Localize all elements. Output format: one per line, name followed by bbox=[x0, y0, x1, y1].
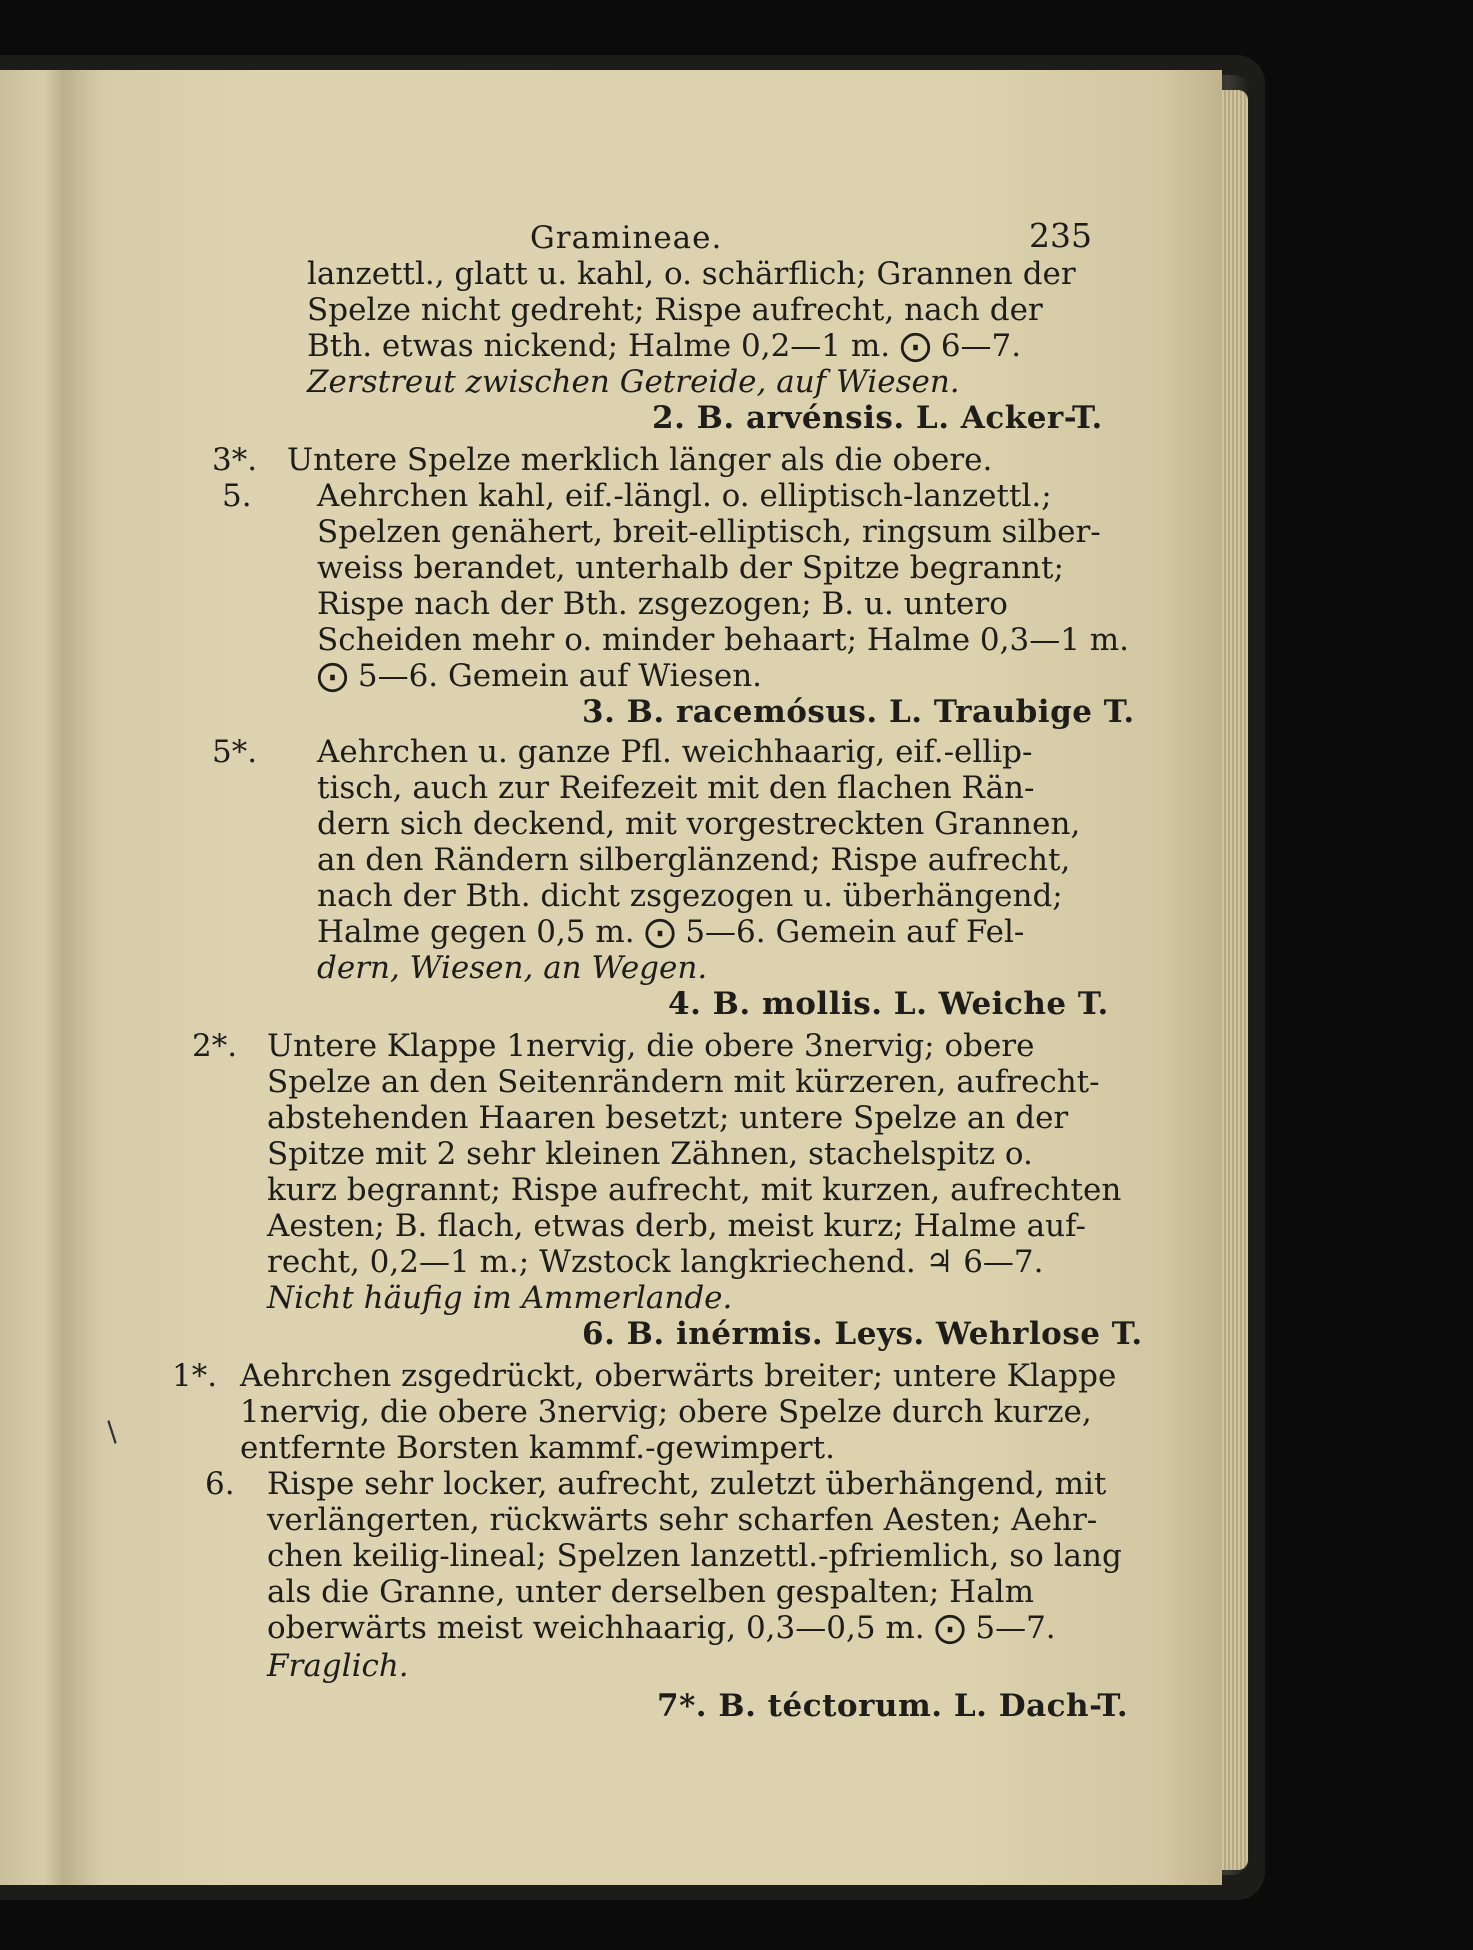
text-line: Untere Klappe 1nervig, die obere 3nervig; obere bbox=[267, 1028, 1035, 1064]
text-line: lanzettl., glatt u. kahl, o. schärflich; Grannen der bbox=[307, 256, 1076, 292]
text-line: oberwärts meist weichhaarig, 0,3—0,5 m. ⨀ 5—7. bbox=[267, 1610, 1056, 1646]
text-line: chen keilig-lineal; Spelzen lanzettl.-pfriemlich, so lang bbox=[267, 1538, 1122, 1574]
text-line: Bth. etwas nickend; Halme 0,2—1 m. ⨀ 6—7. bbox=[307, 328, 1022, 364]
page-stack-edge bbox=[1222, 90, 1248, 1870]
text-line: Aehrchen u. ganze Pfl. weichhaarig, eif.-ellip- bbox=[317, 734, 1033, 770]
left-page-strip bbox=[0, 70, 62, 1885]
text-line: Spelzen genähert, breit-elliptisch, ringsum silber- bbox=[317, 514, 1101, 550]
text-line: Zerstreut zwischen Getreide, auf Wiesen. bbox=[307, 364, 960, 400]
text-line: kurz begrannt; Rispe aufrecht, mit kurzen, aufrechten bbox=[267, 1172, 1122, 1208]
text-line: nach der Bth. dicht zsgezogen u. überhängend; bbox=[317, 878, 1063, 914]
text-line: entfernte Borsten kammf.-gewimpert. bbox=[240, 1430, 835, 1466]
text-line: Spitze mit 2 sehr kleinen Zähnen, stachelspitz o. bbox=[267, 1136, 1033, 1172]
text-line: Spelze nicht gedreht; Rispe aufrecht, nach der bbox=[307, 292, 1043, 328]
key-number: 1*. bbox=[172, 1358, 218, 1394]
running-head: Gramineae. bbox=[530, 220, 723, 256]
text-line: Untere Spelze merklich länger als die obere. bbox=[287, 442, 993, 478]
species-name-line: 3. B. racemósus. L. Traubige T. bbox=[582, 694, 1135, 730]
text-line: dern, Wiesen, an Wegen. bbox=[317, 950, 708, 986]
text-line: tisch, auch zur Reifezeit mit den flachen Rän- bbox=[317, 770, 1035, 806]
page-number: 235 bbox=[1029, 216, 1092, 255]
text-line: ⨀ 5—6. Gemein auf Wiesen. bbox=[317, 658, 763, 694]
text-line: Rispe sehr locker, aufrecht, zuletzt überhängend, mit bbox=[267, 1466, 1107, 1502]
text-line: dern sich deckend, mit vorgestreckten Grannen, bbox=[317, 806, 1081, 842]
text-line: Aesten; B. flach, etwas derb, meist kurz; Halme auf- bbox=[267, 1208, 1086, 1244]
species-name-line: 4. B. mollis. L. Weiche T. bbox=[668, 986, 1109, 1022]
species-name-line: 6. B. inérmis. Leys. Wehrlose T. bbox=[582, 1316, 1143, 1352]
text-line: als die Granne, unter derselben gespalten; Halm bbox=[267, 1574, 1034, 1610]
text-line: Scheiden mehr o. minder behaart; Halme 0,3—1 m. bbox=[317, 622, 1130, 658]
text-line: abstehenden Haaren besetzt; untere Spelze an der bbox=[267, 1100, 1069, 1136]
species-name-line: 7*. B. téctorum. L. Dach-T. bbox=[657, 1688, 1129, 1724]
key-number: 6. bbox=[205, 1466, 235, 1502]
species-name-line: 2. B. arvénsis. L. Acker-T. bbox=[652, 400, 1103, 436]
key-number: 2*. bbox=[192, 1028, 238, 1064]
text-line: Spelze an den Seitenrändern mit kürzeren, aufrecht- bbox=[267, 1064, 1100, 1100]
text-line: weiss berandet, unterhalb der Spitze begrannt; bbox=[317, 550, 1064, 586]
key-number: 3*. bbox=[212, 442, 258, 478]
text-line: an den Rändern silberglänzend; Rispe aufrecht, bbox=[317, 842, 1071, 878]
text-line: Rispe nach der Bth. zsgezogen; B. u. untero bbox=[317, 586, 1008, 622]
text-line: recht, 0,2—1 m.; Wzstock langkriechend. ♃ 6—7. bbox=[267, 1244, 1044, 1280]
text-line: Aehrchen kahl, eif.-längl. o. elliptisch-lanzettl.; bbox=[317, 478, 1052, 514]
text-line: Aehrchen zsgedrückt, oberwärts breiter; untere Klappe bbox=[240, 1358, 1117, 1394]
key-number: 5. bbox=[222, 478, 252, 514]
key-number: 5*. bbox=[212, 734, 258, 770]
text-line: 1nervig, die obere 3nervig; obere Spelze durch kurze, bbox=[240, 1394, 1092, 1430]
book-page bbox=[62, 70, 1222, 1885]
text-line: verlängerten, rückwärts sehr scharfen Aesten; Aehr- bbox=[267, 1502, 1098, 1538]
text-line: Halme gegen 0,5 m. ⨀ 5—6. Gemein auf Fel- bbox=[317, 914, 1025, 950]
text-line: Fraglich. bbox=[267, 1648, 409, 1684]
pencil-slash-mark: / bbox=[98, 1415, 126, 1448]
text-line: Nicht häufig im Ammerlande. bbox=[267, 1280, 733, 1316]
page-header bbox=[62, 150, 1222, 256]
